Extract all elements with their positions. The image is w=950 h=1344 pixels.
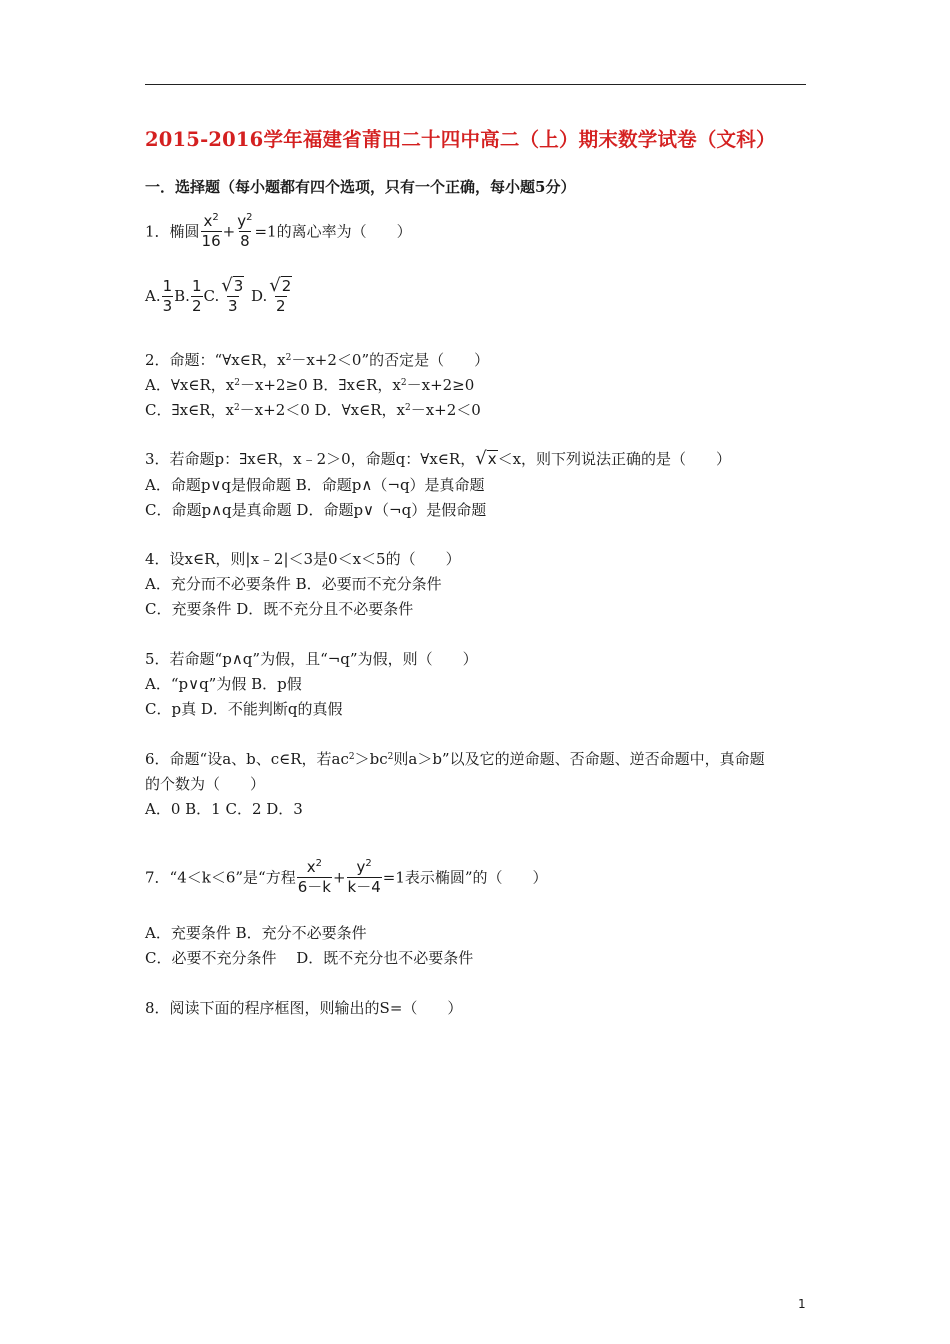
question-7-options-ab: A．充要条件 B．充分不必要条件	[145, 924, 367, 942]
option-c-fraction: √ 3 3	[221, 275, 244, 315]
question-3-options-ab: A．命题p∨q是假命题 B．命题p∧（¬q）是真命题	[145, 476, 485, 494]
fraction-x2-6-k: $\frac{x^2}{6-k}$	[297, 858, 331, 896]
option-d-fraction: √ 2 2	[269, 275, 292, 315]
question-8-stem: 8．阅读下面的程序框图，则输出的S=（ ）	[145, 999, 463, 1017]
question-6-options: A．0 B．1 C．2 D．3	[145, 800, 303, 818]
option-b-fraction: $\frac{1}{2}$	[191, 276, 202, 315]
section-heading: 一．选择题（每小题都有四个选项，只有一个正确，每小题5分）	[145, 178, 576, 196]
question-2-options-ab: A．∀x∈R，$x^2-x+2\ge 0$ B．∃x∈R，$x^2-x+2\ge 0$	[145, 376, 475, 394]
question-2-options-cd: C．∃x∈R，$x^2-x+2<0$ D．∀x∈R，$x^2-x+2<0$	[145, 401, 481, 419]
question-4-options-ab: A．充分而不必要条件 B．必要而不充分条件	[145, 575, 442, 593]
question-3-stem: 3．若命题p：∃x∈R，x﹣2＞0，命题q：∀x∈R， √ x ＜x，则下列说法正确的是（ ）	[145, 448, 732, 469]
page-number: 1	[798, 1297, 806, 1311]
question-7-stem: 7．“4＜k＜6”是“方程 $\frac{x^2}{6-k}$ + $\frac{y^2}{k-4}$ =1表示椭圆”的（ ）	[145, 858, 548, 896]
fraction-y2-8: $\frac{y^2}{8}$	[237, 212, 253, 250]
question-7-options-cd: C．必要不充分条件 D．既不充分也不必要条件	[145, 949, 474, 967]
question-1-stem: 1．椭圆 $\frac{x^2}{16}$ + $\frac{y^2}{8}$ =1的离心率为（ ）	[145, 212, 412, 250]
question-1-options: A. $\frac{1}{3}$ B. $\frac{1}{2}$ C. √ 3 3 D. √ 2 2	[145, 275, 292, 315]
question-5-options-cd: C．p真 D．不能判断q的真假	[145, 700, 343, 718]
header-rule	[145, 84, 806, 85]
question-5-options-ab: A．“p∨q”为假 B．p假	[145, 675, 302, 693]
sqrt-x: √ x	[475, 448, 497, 469]
question-3-options-cd: C．命题p∧q是真命题 D．命题p∨（¬q）是假命题	[145, 501, 487, 519]
option-a-fraction: $\frac{1}{3}$	[162, 276, 173, 315]
fraction-x2-16: $\frac{x^2}{16}$	[201, 212, 221, 250]
page-title: 2015-2016学年福建省莆田二十四中高二（上）期末数学试卷（文科）	[145, 128, 776, 151]
question-4-options-cd: C．充要条件 D．既不充分且不必要条件	[145, 600, 414, 618]
question-2-stem: 2．命题：“∀x∈R，$x^2-x+2<0$”的否定是（ ）	[145, 351, 490, 369]
question-6-stem: 6．命题“设a、b、c∈R，若$ac^2>bc^2$则a＞b”以及它的逆命题、否命题、逆否命题中，真命题	[145, 750, 765, 768]
question-4-stem: 4．设x∈R，则|x﹣2|＜3是0＜x＜5的（ ）	[145, 550, 461, 568]
fraction-y2-k-4: $\frac{y^2}{k-4}$	[347, 858, 381, 896]
question-6-stem-continued: 的个数为（ ）	[145, 775, 266, 793]
question-5-stem: 5．若命题“p∧q”为假，且“¬q”为假，则（ ）	[145, 650, 478, 668]
